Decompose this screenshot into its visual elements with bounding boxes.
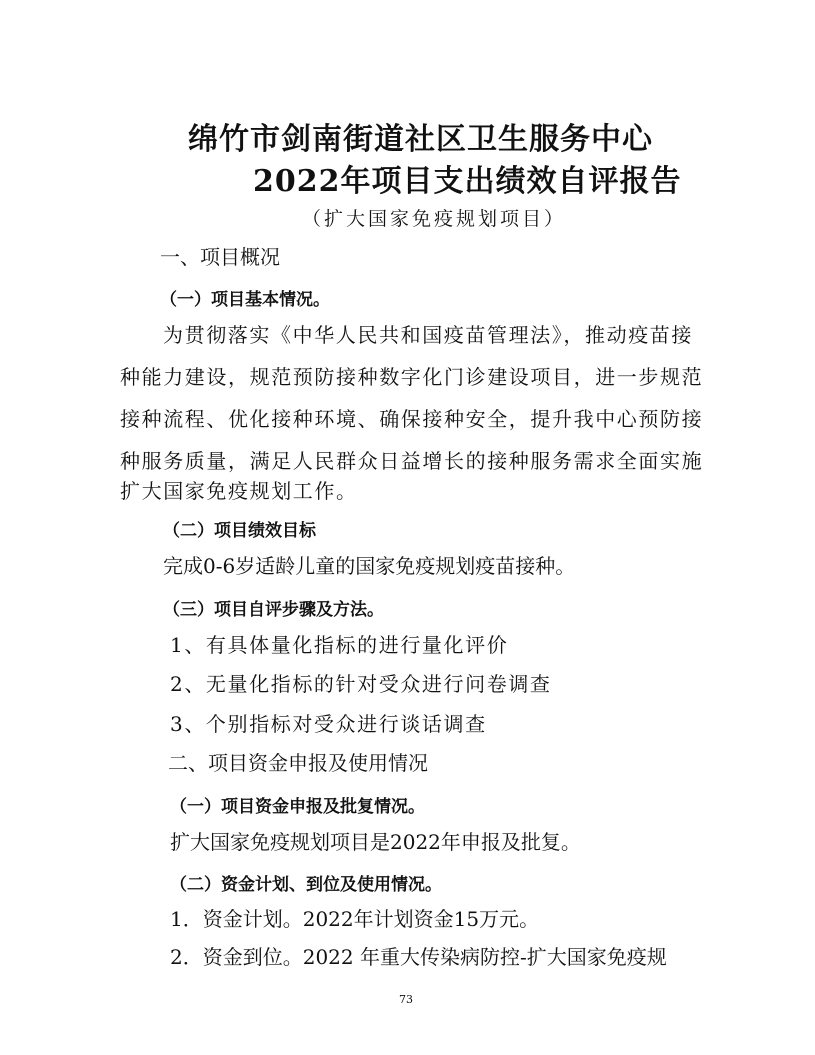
section-1-3-heading: （三）项目自评步骤及方法。 bbox=[163, 600, 384, 620]
title-line-1: 绵竹市剑南街道社区卫生服务中心 bbox=[188, 122, 653, 157]
section-2-2-heading: （二）资金计划、到位及使用情况。 bbox=[170, 875, 442, 895]
list-item: 1、有具体量化指标的进行量化评价 bbox=[170, 633, 509, 657]
title-line-2: 2022年项目支出绩效自评报告 bbox=[253, 164, 682, 199]
paragraph-line: 完成0-6岁适龄儿童的国家免疫规划疫苗接种。 bbox=[163, 554, 576, 578]
section-1-1-heading: （一）项目基本情况。 bbox=[160, 290, 330, 310]
paragraph-line: 种服务质量，满足人民群众日益增长的接种服务需求全面实施 bbox=[120, 449, 704, 473]
paragraph-line: 扩大国家免疫规划项目是2022年申报及批复。 bbox=[170, 830, 581, 854]
section-1-heading: 一、项目概况 bbox=[160, 245, 280, 269]
paragraph-line: 接种流程、优化接种环境、确保接种安全，提升我中心预防接 bbox=[120, 407, 704, 431]
list-item: 2．资金到位。2022 年重大传染病防控-扩大国家免疫规 bbox=[170, 945, 667, 969]
section-1-2-heading: （二）项目绩效目标 bbox=[163, 521, 316, 541]
page-number: 73 bbox=[399, 993, 413, 1006]
paragraph-line: 种能力建设，规范预防接种数字化门诊建设项目，进一步规范 bbox=[120, 365, 704, 389]
paragraph-line: 扩大国家免疫规划工作。 bbox=[120, 479, 358, 503]
subtitle: （扩大国家免疫规划项目） bbox=[302, 208, 567, 230]
section-2-1-heading: （一）项目资金申报及批复情况。 bbox=[170, 797, 425, 817]
list-item: 1．资金计划。2022年计划资金15万元。 bbox=[170, 907, 540, 931]
section-2-heading: 二、项目资金申报及使用情况 bbox=[168, 751, 428, 775]
list-item: 3、个别指标对受众进行谈话调查 bbox=[170, 712, 487, 736]
paragraph-line: 为贯彻落实《中华人民共和国疫苗管理法》，推动疫苗接 bbox=[163, 323, 693, 347]
list-item: 2、无量化指标的针对受众进行问卷调查 bbox=[170, 672, 552, 696]
